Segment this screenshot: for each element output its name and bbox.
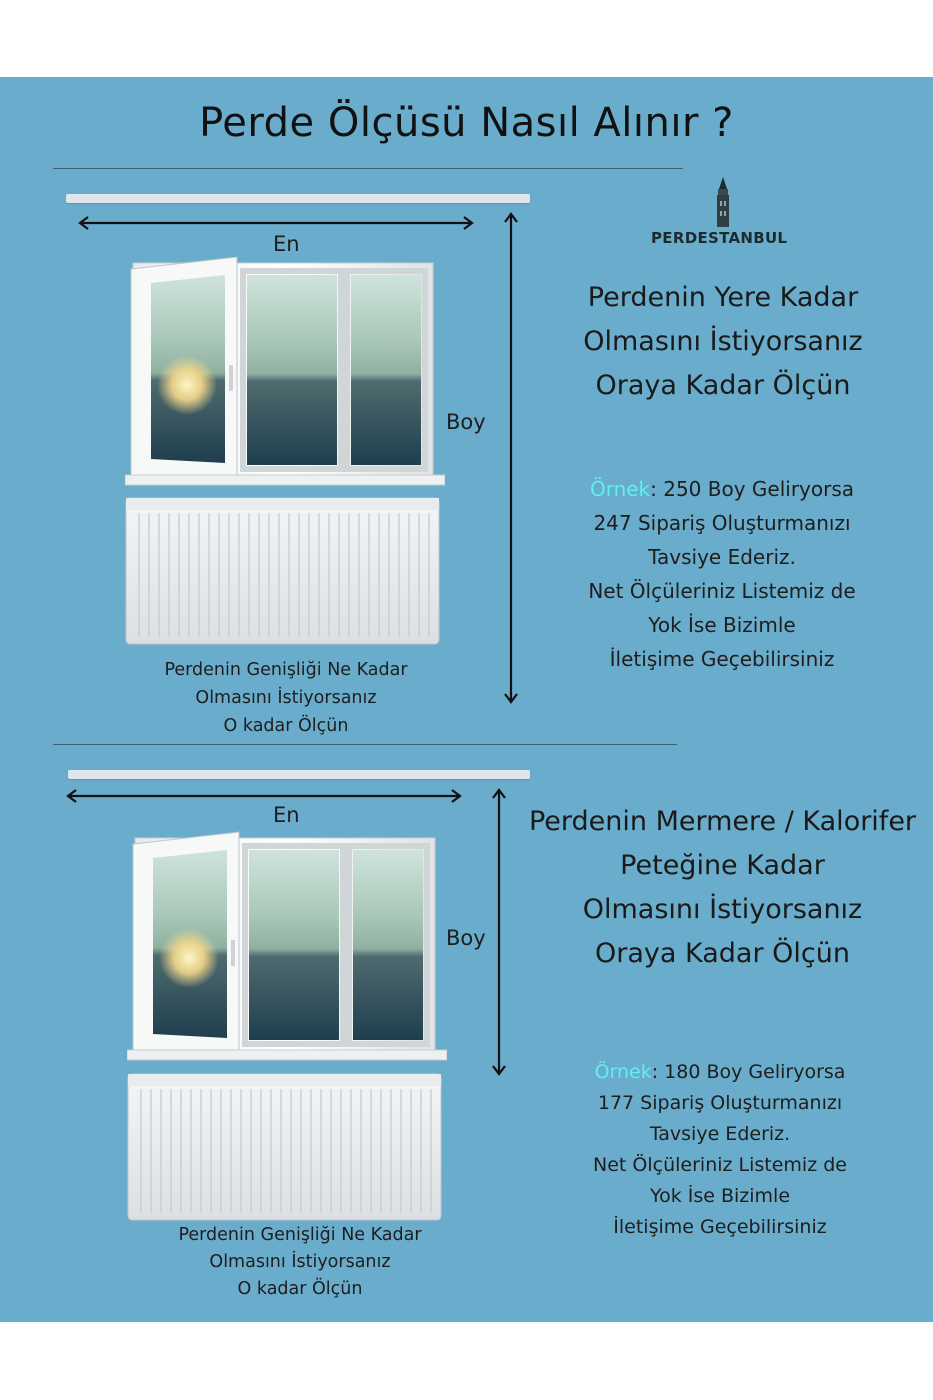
tower-icon	[711, 177, 735, 229]
height-arrow	[488, 786, 510, 1078]
width-caption: Perdenin Genişliği Ne Kadar Olmasını İstiyorsanız O kadar Ölçün	[178, 1225, 422, 1299]
section2-note: Örnek: 180 Boy Geliryorsa 177 Sipariş Oluşturmanızı Tavsiye Ederiz. Net Ölçüleriniz Listemiz de Yok İse Bizimle İletişime Geçebilirsiniz	[593, 1061, 847, 1238]
page-title: Perde Ölçüsü Nasıl Alınır ?	[199, 100, 734, 146]
curtain-rod	[68, 770, 530, 779]
height-label: Boy	[446, 926, 486, 950]
radiator-illustration	[125, 497, 441, 647]
width-arrow	[64, 786, 464, 806]
brand-logo: PERDESTANBUL	[651, 229, 788, 247]
height-label: Boy	[446, 410, 486, 434]
width-label: En	[273, 803, 300, 827]
width-caption: Perdenin Genişliği Ne Kadar Olmasını İstiyorsanız O kadar Ölçün	[164, 660, 408, 736]
divider-top	[53, 168, 683, 169]
section1-note: Örnek: 250 Boy Geliryorsa 247 Sipariş Oluşturmanızı Tavsiye Ederiz. Net Ölçüleriniz Listemiz de Yok İse Bizimle İletişime Geçebilirsiniz	[588, 477, 856, 671]
height-arrow	[500, 210, 522, 706]
curtain-rod	[66, 194, 530, 203]
width-arrow	[76, 213, 476, 233]
section2-heading: Perdenin Mermere / Kalorifer Peteğine Kadar Olmasını İstiyorsanız Oraya Kadar Ölçün	[528, 806, 917, 969]
section1-heading: Perdenin Yere Kadar Olmasını İstiyorsanız Oraya Kadar Ölçün	[583, 282, 863, 401]
window-illustration	[125, 255, 445, 487]
radiator-illustration	[127, 1073, 443, 1223]
divider-middle	[53, 744, 677, 745]
width-label: En	[273, 232, 300, 256]
window-illustration	[127, 830, 447, 1062]
